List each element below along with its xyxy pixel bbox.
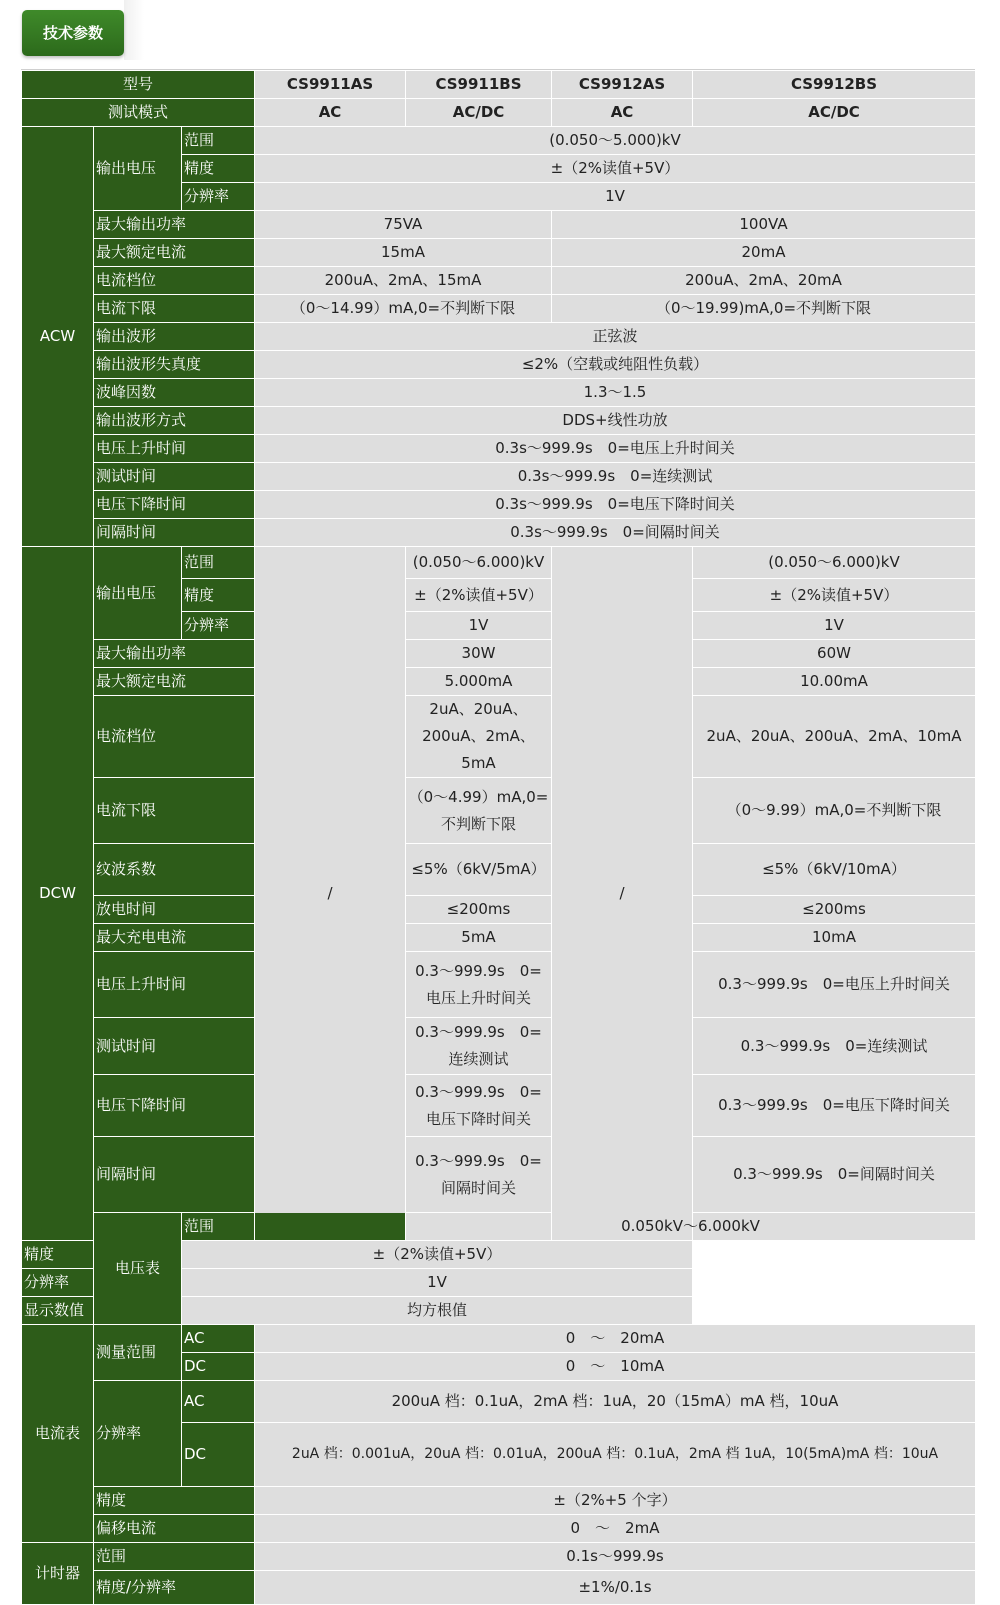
dcw-rise-cs9911bs: 0.3～999.9s 0=电压上升时间关 (406, 952, 552, 1018)
acw-resolution-value: 1V (255, 183, 976, 211)
dcw-fall-cs9912bs: 0.3～999.9s 0=电压下降时间关 (693, 1075, 976, 1137)
dcw-output-voltage: 输出电压 (94, 547, 182, 640)
acw-current-range-cs9912: 200uA、2mA、20mA (552, 267, 976, 295)
dcw-resolution-cs9911bs: 1V (406, 612, 552, 640)
ammeter-mr-ac-label: AC (182, 1325, 255, 1353)
acw-distortion-value: ≤2%（空载或纯阻性负载） (255, 351, 976, 379)
model-cs9911as: CS9911AS (255, 71, 406, 99)
acw-rise-label: 电压上升时间 (94, 435, 255, 463)
dcw-resolution-cs9912bs: 1V (693, 612, 976, 640)
dcw-max-power-label: 最大输出功率 (94, 640, 255, 668)
mode-cs9911bs: AC/DC (406, 99, 552, 127)
dcw-current-lower-cs9911bs: （0～4.99）mA,0=不判断下限 (406, 778, 552, 844)
voltmeter-precision-value: ±（2%读值+5V） (182, 1241, 693, 1269)
mode-cs9912bs: AC/DC (693, 99, 976, 127)
dcw-label: DCW (22, 547, 94, 1241)
dcw-fall-label: 电压下降时间 (94, 1075, 255, 1137)
dcw-ripple-label: 纹波系数 (94, 844, 255, 896)
dcw-charge-label: 最大充电电流 (94, 924, 255, 952)
model-label: 型号 (22, 71, 255, 99)
acw-current-lower-label: 电流下限 (94, 295, 255, 323)
dcw-discharge-label: 放电时间 (94, 896, 255, 924)
ammeter-offset-value: 0 ～ 2mA (255, 1515, 976, 1543)
dcw-interval-cs9911bs: 0.3～999.9s 0=间隔时间关 (406, 1137, 552, 1213)
ammeter-label: 电流表 (22, 1325, 94, 1543)
dcw-range-cs9911bs: (0.050～6.000)kV (406, 547, 552, 579)
voltmeter-precision-label: 精度 (22, 1241, 182, 1269)
acw-crest-value: 1.3～1.5 (255, 379, 976, 407)
dcw-max-power-cs9911bs: 30W (406, 640, 552, 668)
acw-wave-method-label: 输出波形方式 (94, 407, 255, 435)
dcw-current-range-cs9912bs: 2uA、20uA、200uA、2mA、10mA (693, 696, 976, 778)
acw-test-time-value: 0.3s～999.9s 0=连续测试 (255, 463, 976, 491)
ammeter-res-ac-label: AC (182, 1381, 255, 1423)
timer-precision-value: ±1%/0.1s (255, 1571, 976, 1605)
dcw-test-time-cs9911bs: 0.3～999.9s 0=连续测试 (406, 1018, 552, 1075)
acw-rise-value: 0.3s～999.9s 0=电压上升时间关 (255, 435, 976, 463)
acw-output-voltage: 输出电压 (94, 127, 182, 211)
ammeter-res-ac-value: 200uA 档：0.1uA，2mA 档：1uA，20（15mA）mA 档，10uA (255, 1381, 976, 1423)
dcw-cs9912as-na: / (552, 547, 693, 1241)
dcw-current-lower-cs9912bs: （0～9.99）mA,0=不判断下限 (693, 778, 976, 844)
dcw-ripple-cs9912bs: ≤5%（6kV/10mA） (693, 844, 976, 896)
acw-test-time-label: 测试时间 (94, 463, 255, 491)
acw-current-range-label: 电流档位 (94, 267, 255, 295)
dcw-interval-cs9912bs: 0.3～999.9s 0=间隔时间关 (693, 1137, 976, 1213)
dcw-rise-cs9912bs: 0.3～999.9s 0=电压上升时间关 (693, 952, 976, 1018)
model-cs9911bs: CS9911BS (406, 71, 552, 99)
voltmeter-range-label: 范围 (182, 1213, 406, 1241)
acw-waveform-label: 输出波形 (94, 323, 255, 351)
dcw-precision-cs9911bs: ±（2%读值+5V） (406, 579, 552, 612)
acw-range-value: (0.050～5.000)kV (255, 127, 976, 155)
mode-cs9912as: AC (552, 99, 693, 127)
dcw-discharge-cs9912bs: ≤200ms (693, 896, 976, 924)
acw-rated-current-cs9912: 20mA (552, 239, 976, 267)
model-cs9912as: CS9912AS (552, 71, 693, 99)
acw-current-range-cs9911: 200uA、2mA、15mA (255, 267, 552, 295)
acw-max-power-cs9912: 100VA (552, 211, 976, 239)
voltmeter-label: 电压表 (94, 1213, 182, 1325)
acw-rated-current-cs9911: 15mA (255, 239, 552, 267)
ammeter-mr-ac-value: 0 ～ 20mA (255, 1325, 976, 1353)
dcw-cs9911as-na: / (255, 547, 406, 1241)
dcw-rise-label: 电压上升时间 (94, 952, 255, 1018)
voltmeter-display-label: 显示数值 (22, 1297, 182, 1325)
timer-label: 计时器 (22, 1543, 94, 1605)
dcw-fall-cs9911bs: 0.3～999.9s 0=电压下降时间关 (406, 1075, 552, 1137)
dcw-current-range-cs9911bs: 2uA、20uA、200uA、2mA、5mA (406, 696, 552, 778)
acw-fall-value: 0.3s～999.9s 0=电压下降时间关 (255, 491, 976, 519)
ammeter-offset-label: 偏移电流 (94, 1515, 255, 1543)
dcw-rated-current-cs9912bs: 10.00mA (693, 668, 976, 696)
acw-current-lower-cs9912: （0～19.99)mA,0=不判断下限 (552, 295, 976, 323)
voltmeter-range-value: 0.050kV～6.000kV (406, 1213, 976, 1241)
acw-distortion-label: 输出波形失真度 (94, 351, 255, 379)
ammeter-res-dc-value: 2uA 档：0.001uA，20uA 档：0.01uA，200uA 档：0.1uA，2mA 档 1uA，10(5mA)mA 档：10uA (255, 1423, 976, 1487)
dcw-precision-label: 精度 (182, 579, 255, 612)
dcw-precision-cs9912bs: ±（2%读值+5V） (693, 579, 976, 612)
model-cs9912bs: CS9912BS (693, 71, 976, 99)
ammeter-precision-label: 精度 (94, 1487, 255, 1515)
dcw-max-power-cs9912bs: 60W (693, 640, 976, 668)
mode-cs9911as: AC (255, 99, 406, 127)
ammeter-measure-range-label: 测量范围 (94, 1325, 182, 1381)
voltmeter-resolution-label: 分辨率 (22, 1269, 182, 1297)
mode-label: 测试模式 (22, 99, 255, 127)
dcw-current-range-label: 电流档位 (94, 696, 255, 778)
dcw-interval-label: 间隔时间 (94, 1137, 255, 1213)
dcw-range-label: 范围 (182, 547, 255, 579)
voltmeter-display-value: 均方根值 (182, 1297, 693, 1325)
acw-current-lower-cs9911: （0～14.99）mA,0=不判断下限 (255, 295, 552, 323)
section-title-badge: 技术参数 (22, 10, 124, 56)
dcw-charge-cs9911bs: 5mA (406, 924, 552, 952)
acw-fall-label: 电压下降时间 (94, 491, 255, 519)
acw-wave-method-value: DDS+线性功放 (255, 407, 976, 435)
dcw-current-lower-label: 电流下限 (94, 778, 255, 844)
acw-max-power-label: 最大输出功率 (94, 211, 255, 239)
acw-max-power-cs9911: 75VA (255, 211, 552, 239)
acw-crest-label: 波峰因数 (94, 379, 255, 407)
acw-interval-value: 0.3s～999.9s 0=间隔时间关 (255, 519, 976, 547)
acw-label: ACW (22, 127, 94, 547)
acw-precision-label: 精度 (182, 155, 255, 183)
ammeter-mr-dc-label: DC (182, 1353, 255, 1381)
dcw-rated-current-label: 最大额定电流 (94, 668, 255, 696)
acw-waveform-value: 正弦波 (255, 323, 976, 351)
acw-resolution-label: 分辨率 (182, 183, 255, 211)
dcw-charge-cs9912bs: 10mA (693, 924, 976, 952)
dcw-test-time-cs9912bs: 0.3～999.9s 0=连续测试 (693, 1018, 976, 1075)
ammeter-res-dc-label: DC (182, 1423, 255, 1487)
acw-interval-label: 间隔时间 (94, 519, 255, 547)
ammeter-precision-value: ±（2%+5 个字） (255, 1487, 976, 1515)
dcw-resolution-label: 分辨率 (182, 612, 255, 640)
dcw-ripple-cs9911bs: ≤5%（6kV/5mA） (406, 844, 552, 896)
ammeter-resolution-label: 分辨率 (94, 1381, 182, 1487)
timer-range-value: 0.1s～999.9s (255, 1543, 976, 1571)
acw-range-label: 范围 (182, 127, 255, 155)
voltmeter-resolution-value: 1V (182, 1269, 693, 1297)
acw-precision-value: ±（2%读值+5V） (255, 155, 976, 183)
dcw-rated-current-cs9911bs: 5.000mA (406, 668, 552, 696)
dcw-discharge-cs9911bs: ≤200ms (406, 896, 552, 924)
ammeter-mr-dc-value: 0 ～ 10mA (255, 1353, 976, 1381)
timer-range-label: 范围 (94, 1543, 255, 1571)
dcw-test-time-label: 测试时间 (94, 1018, 255, 1075)
dcw-range-cs9912bs: (0.050～6.000)kV (693, 547, 976, 579)
badge-shadow (124, 0, 144, 60)
acw-rated-current-label: 最大额定电流 (94, 239, 255, 267)
timer-precision-label: 精度/分辨率 (94, 1571, 255, 1605)
spec-table (21, 70, 976, 1605)
